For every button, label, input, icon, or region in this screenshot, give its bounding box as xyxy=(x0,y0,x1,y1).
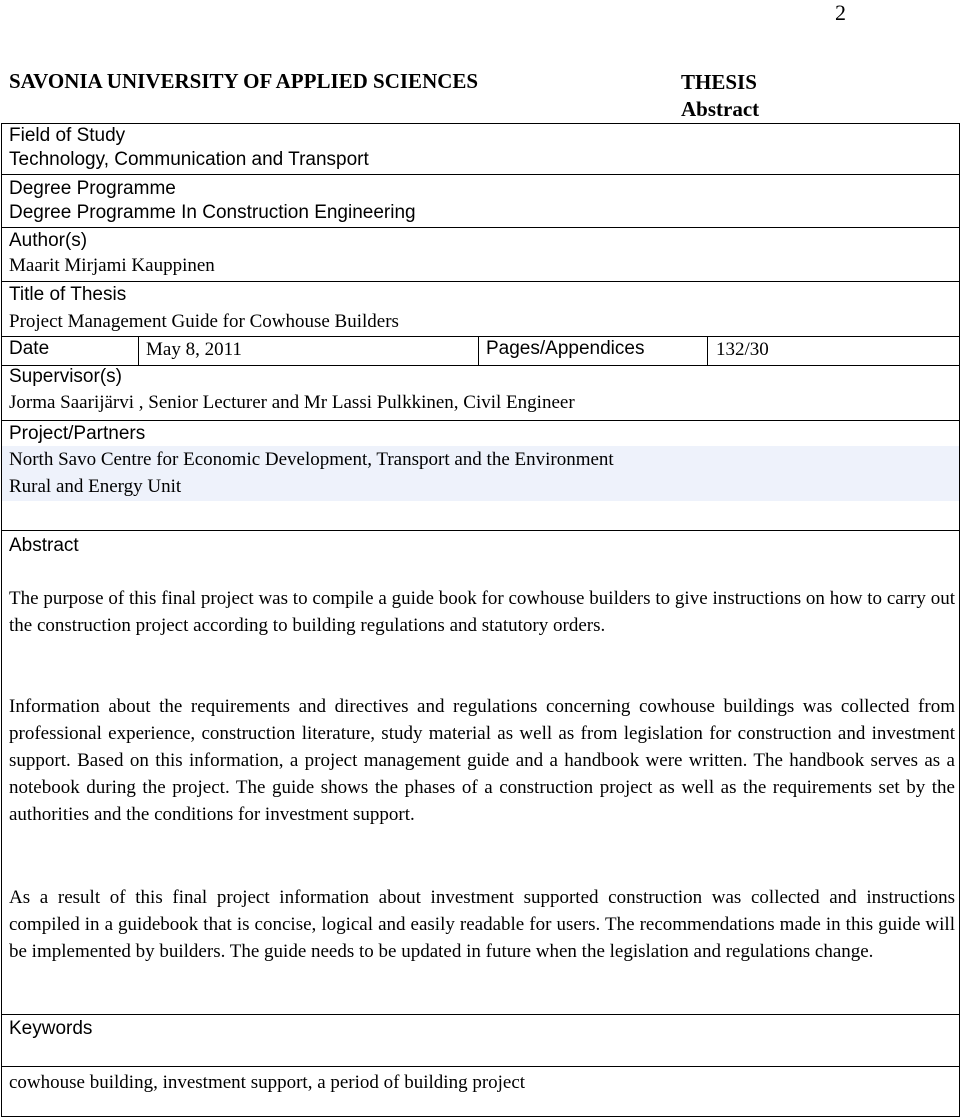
keywords-label: Keywords xyxy=(9,1018,93,1039)
document-type xyxy=(681,69,759,123)
pages-label: Pages/Appendices xyxy=(486,338,645,359)
authors-label: Author(s) xyxy=(9,230,88,251)
supervisors-value: Jorma Saarijärvi , Senior Lecturer and Mr Lassi Pulkkinen, Civil Engineer xyxy=(9,392,575,413)
table-bottom-border xyxy=(1,1116,960,1117)
abstract-paragraph-2: Information about the requirements and directives and regulations concerning cowhouse buildings was collected from professional experience, construction literature, study material as well as from legislation for construction and investment support. Based on this information, a project management guide and a handbook were written. The handbook serves as a notebook during the project. The guide shows the phases of a construction project as well as the requirements set by the authorities and the conditions for investment support. xyxy=(9,696,955,825)
row-divider xyxy=(1,227,960,228)
row-divider xyxy=(1,336,960,337)
date-value: May 8, 2011 xyxy=(146,339,242,360)
partners-line-2: Rural and Energy Unit xyxy=(9,476,182,497)
authors-value: Maarit Mirjami Kauppinen xyxy=(9,255,215,276)
university-name: SAVONIA UNIVERSITY OF APPLIED SCIENCES xyxy=(9,69,479,93)
field-of-study-label: Field of Study xyxy=(9,125,126,146)
abstract-label: Abstract xyxy=(9,535,79,556)
document-type-thesis: THESIS xyxy=(681,70,757,94)
abstract-paragraph-3: As a result of this final project information about investment supported construction was collected and instructions compiled in a guidebook that is concise, logical and easily readable for users. The recommendations made in this guide will be implemented by builders. The guide needs to be updated in future when the legislation and regulations change. xyxy=(9,887,955,962)
document-type-abstract: Abstract xyxy=(681,97,760,121)
cell-divider xyxy=(707,336,708,365)
degree-programme-label: Degree Programme xyxy=(9,178,176,199)
cell-divider xyxy=(478,336,479,365)
partners-label: Project/Partners xyxy=(9,423,146,444)
partners-line-1: North Savo Centre for Economic Development, Transport and the Environment xyxy=(9,449,614,470)
table-top-border xyxy=(1,123,960,124)
row-divider xyxy=(1,1066,960,1067)
degree-programme-value: Degree Programme In Construction Engineering xyxy=(9,202,416,223)
date-label: Date xyxy=(9,338,50,359)
row-divider xyxy=(1,281,960,282)
field-of-study-value: Technology, Communication and Transport xyxy=(9,149,369,170)
row-divider xyxy=(1,1014,960,1015)
keywords-value: cowhouse building, investment support, a period of building project xyxy=(9,1072,526,1093)
row-divider xyxy=(1,420,960,421)
cell-divider xyxy=(138,336,139,365)
row-divider xyxy=(1,365,960,366)
table-left-border xyxy=(1,123,2,1117)
row-divider xyxy=(1,174,960,175)
pages-value: 132/30 xyxy=(716,339,769,360)
abstract-paragraph-1: The purpose of this final project was to compile a guide book for cowhouse builders to give instructions on how to carry out the construction project according to building regulations and statutory orders. xyxy=(9,588,955,636)
title-value: Project Management Guide for Cowhouse Builders xyxy=(9,311,399,332)
page-number: 2 xyxy=(835,0,846,25)
row-divider xyxy=(1,530,960,531)
supervisors-label: Supervisor(s) xyxy=(9,366,122,387)
title-label: Title of Thesis xyxy=(9,284,127,305)
